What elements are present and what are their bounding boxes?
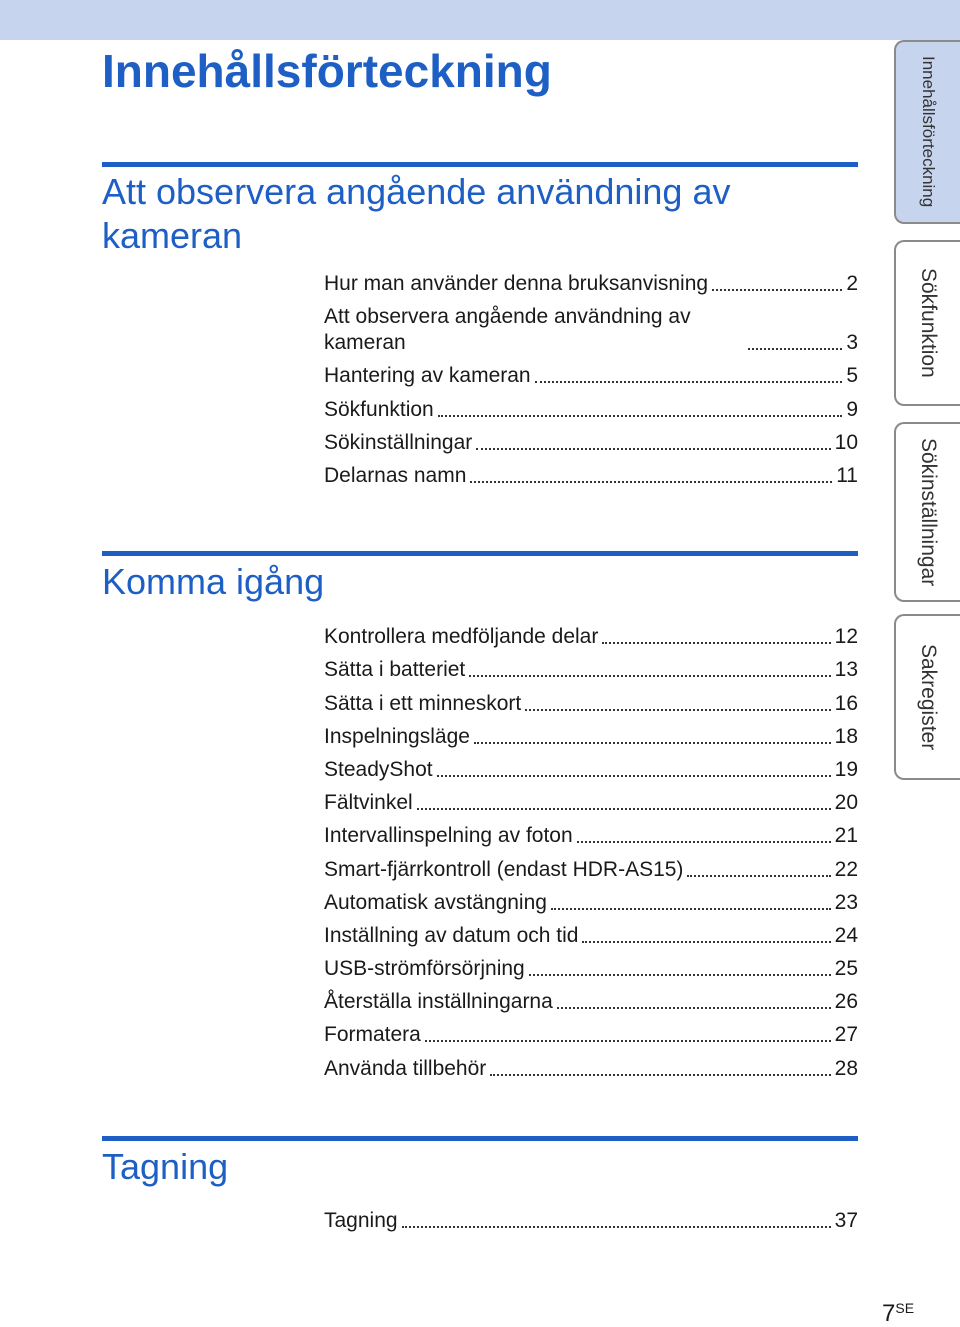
- toc-entry[interactable]: [324, 264, 858, 297]
- toc-entry-title: Automatisk avstängning: [324, 890, 547, 914]
- toc-entry[interactable]: [324, 982, 858, 1015]
- toc-entry-page: 2: [846, 272, 858, 296]
- page-number-value: 7: [882, 1300, 896, 1327]
- dot-leader: [402, 1226, 831, 1228]
- toc-entry[interactable]: [324, 949, 858, 982]
- toc-entry[interactable]: [324, 883, 858, 916]
- toc-entry-page: 12: [834, 625, 858, 649]
- toc-entry[interactable]: [324, 849, 858, 882]
- dot-leader: [748, 348, 842, 350]
- section-divider: [102, 162, 858, 167]
- toc-entry-page: 24: [834, 923, 858, 947]
- toc-entry-page: 26: [834, 990, 858, 1014]
- toc-entry-title: Hur man använder denna bruksanvisning: [324, 272, 709, 296]
- toc-entry-page: 21: [834, 824, 858, 848]
- toc-entry-page: 28: [834, 1056, 858, 1080]
- toc-entry-title: SteadyShot: [324, 757, 433, 781]
- dot-leader: [687, 875, 830, 877]
- toc-entry-page: 22: [834, 857, 858, 881]
- toc-entry[interactable]: [324, 356, 858, 389]
- toc-entry-title: Hantering av kameran: [324, 364, 531, 388]
- toc-entry[interactable]: [324, 783, 858, 816]
- top-header-bar: [0, 0, 960, 40]
- toc-entry-title: Inställning av datum och tid: [324, 923, 579, 947]
- toc-entry-page: 37: [834, 1209, 858, 1233]
- toc-list-komma-igang: [324, 617, 858, 1082]
- dot-leader: [602, 642, 830, 644]
- dot-leader: [557, 1007, 831, 1009]
- dot-leader: [529, 974, 831, 976]
- dot-leader: [438, 415, 843, 417]
- toc-entry-page: 27: [834, 1023, 858, 1047]
- toc-entry-title: Delarnas namn: [324, 463, 467, 487]
- toc-entry-page: 25: [834, 957, 858, 981]
- toc-entry[interactable]: [324, 456, 858, 489]
- toc-entry-title: Formatera: [324, 1023, 421, 1047]
- toc-entry-title: USB-strömförsörjning: [324, 957, 525, 981]
- toc-entry-title: Återställa inställningarna: [324, 990, 553, 1014]
- toc-entry-page: 13: [834, 658, 858, 682]
- toc-entry[interactable]: [324, 816, 858, 849]
- toc-entry[interactable]: [324, 423, 858, 456]
- toc-entry-page: 20: [834, 791, 858, 815]
- side-tab-sokfunktion[interactable]: [894, 240, 960, 406]
- side-tab-label: Innehållsförteckning: [919, 56, 938, 208]
- section-heading-komma-igang: Komma igång: [102, 561, 325, 602]
- section-divider: [102, 1136, 858, 1141]
- dot-leader: [525, 709, 830, 711]
- page-number-suffix: SE: [895, 1300, 915, 1316]
- dot-leader: [437, 775, 831, 777]
- toc-entry[interactable]: [324, 717, 858, 750]
- section-heading-att-observera: Att observera angående användning av kameran: [102, 171, 731, 256]
- toc-entry-page: 5: [846, 364, 858, 388]
- toc-entry-title: Tagning: [324, 1209, 398, 1233]
- toc-list-tagning: [324, 1201, 858, 1234]
- toc-entry[interactable]: [324, 683, 858, 716]
- toc-entry-title: Inspelningsläge: [324, 724, 470, 748]
- toc-entry-page: 23: [834, 890, 858, 914]
- toc-entry[interactable]: [324, 650, 858, 683]
- toc-entry-title: Fältvinkel: [324, 791, 413, 815]
- side-tab-sokinstallningar[interactable]: [894, 422, 960, 602]
- toc-entry[interactable]: [324, 750, 858, 783]
- dot-leader: [582, 941, 830, 943]
- toc-entry-page: 10: [834, 430, 858, 454]
- dot-leader: [425, 1040, 831, 1042]
- toc-entry[interactable]: [324, 297, 858, 356]
- dot-leader: [712, 289, 842, 291]
- toc-entry-title: Sökinställningar: [324, 430, 473, 454]
- toc-entry-page: 9: [846, 397, 858, 421]
- toc-entry[interactable]: [324, 916, 858, 949]
- toc-entry-title: Använda tillbehör: [324, 1056, 487, 1080]
- section-heading-tagning: Tagning: [102, 1146, 229, 1187]
- dot-leader: [476, 448, 830, 450]
- dot-leader: [469, 675, 830, 677]
- toc-entry-page: 3: [846, 331, 858, 355]
- dot-leader: [551, 908, 831, 910]
- dot-leader: [417, 808, 831, 810]
- toc-entry[interactable]: [324, 1048, 858, 1081]
- toc-entry-title: Kontrollera medföljande delar: [324, 625, 599, 649]
- side-tab-label: Sökfunktion: [917, 268, 940, 378]
- toc-list-att-observera: [324, 264, 858, 489]
- side-tab-innehallsforteckning[interactable]: [894, 40, 960, 224]
- toc-entry[interactable]: [324, 1201, 858, 1234]
- toc-entry-title: Smart-fjärrkontroll (endast HDR-AS15): [324, 857, 684, 881]
- toc-entry-page: 19: [834, 757, 858, 781]
- dot-leader: [470, 481, 832, 483]
- side-tab-label: Sakregister: [917, 643, 940, 751]
- toc-entry-page: 11: [836, 463, 858, 487]
- section-divider: [102, 551, 858, 556]
- dot-leader: [474, 742, 831, 744]
- dot-leader: [577, 841, 831, 843]
- side-tab-label: Sökinställningar: [917, 437, 940, 587]
- side-tab-sakregister[interactable]: [894, 614, 960, 780]
- toc-entry-page: 18: [834, 724, 858, 748]
- dot-leader: [535, 381, 843, 383]
- toc-entry-page: 16: [834, 691, 858, 715]
- toc-entry[interactable]: [324, 389, 858, 422]
- toc-entry-title: Sätta i batteriet: [324, 658, 466, 682]
- toc-entry[interactable]: [324, 1015, 858, 1048]
- page-title: Innehållsförteckning: [102, 45, 552, 97]
- toc-entry-title: Sätta i ett minneskort: [324, 691, 522, 715]
- toc-entry-title: Intervallinspelning av foton: [324, 824, 573, 848]
- dot-leader: [490, 1074, 830, 1076]
- toc-entry[interactable]: [324, 617, 858, 650]
- toc-entry-title: Att observera angående användning av kameran: [324, 305, 691, 355]
- toc-entry-title: Sökfunktion: [324, 397, 434, 421]
